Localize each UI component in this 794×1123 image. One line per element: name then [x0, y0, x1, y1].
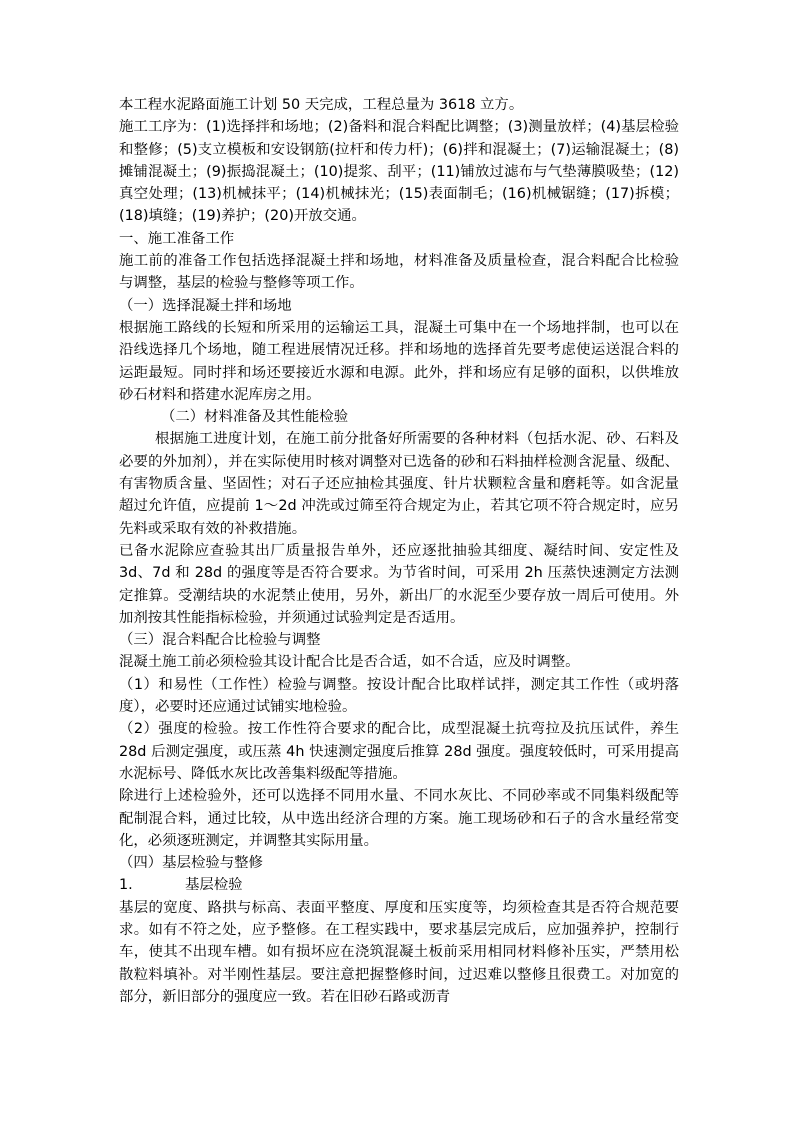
document-page — [119, 94, 679, 1008]
subsection-heading-3: （三）混合料配合比检验与调整 — [119, 632, 321, 649]
paragraph-procedure: 施工工序为：(1)选择拌和场地；(2)备料和混合料配比调整；(3)测量放样；(4)基层检验和整修；(5)支立模板和安设钢筋(拉杆和传力杆)；(6)拌和混凝土；(7)运输混凝土；(8)摊铺混凝土；(9)振捣混凝土；(10)提浆、刮平；(11)铺放过滤布与气垫薄膜吸垫；(12)真空处理；(13)机械抹平；(14)机械抹光；(15)表面制毛；(16)机械锯缝；(17)拆模；(18)填缝；(19)养护；(20)开放交通。 — [119, 119, 679, 225]
subsection-heading-1: （一）选择混凝土拌和场地 — [119, 297, 292, 314]
subsection-heading-4: （四）基层检验与整修 — [119, 855, 263, 872]
heading-text: 基层检验 — [185, 877, 243, 894]
paragraph-workability: （1）和易性（工作性）检验与调整。按设计配合比取样试拌，测定其工作性（或坍落度），必要时还应通过试铺实地检验。 — [119, 676, 679, 716]
paragraph-strength: （2）强度的检验。按工作性符合要求的配合比，成型混凝土抗弯拉及抗压试件，养生 28d 后测定强度，或压蒸 4h 快速测定强度后推算 28d 强度。强度较低时，可采用提高水泥标号、降低水灰比改善集料级配等措施。 — [119, 721, 679, 782]
paragraph-base-check: 基层的宽度、路拱与标高、表面平整度、厚度和压实度等，均须检查其是否符合规范要求。如有不符之处，应予整修。在工程实践中，要求基层完成后，应加强养护，控制行车，使其不出现车槽。如有损坏应在浇筑混凝土板前采用相同材料修补压实，严禁用松散粒料填补。对半刚性基层。要注意把握整修时间，过迟难以整修且很费工。对加宽的部分，新旧部分的强度应一致。若在旧砂石路或沥青 — [119, 899, 679, 1005]
heading-number: 1. — [119, 877, 133, 894]
paragraph-mix-check: 混凝土施工前必须检验其设计配合比是否合适，如不合适，应及时调整。 — [119, 654, 580, 671]
paragraph-cement: 已备水泥除应查验其出厂质量报告单外，还应逐批抽验其细度、凝结时间、安定性及 3d、7d 和 28d 的强度等是否符合要求。为节省时间，可采用 2h 压蒸快速测定方法测定推算。受潮结块的水泥禁止使用，另外，新出厂的水泥至少要存放一周后可使用。外加剂按其性能指标检验，并须通过试验判定是否适用。 — [119, 542, 679, 626]
paragraph-preparation: 施工前的准备工作包括选择混凝土拌和场地，材料准备及质量检查，混合料配合比检验与调整，基层的检验与整修等项工作。 — [119, 253, 679, 292]
numbered-heading — [119, 874, 679, 896]
paragraph-site-selection: 根据施工路线的长短和所采用的运输运工具，混凝土可集中在一个场地拌制，也可以在沿线选择几个场地，随工程进展情况迁移。拌和场地的选择首先要考虑使运送混合料的运距最短。同时拌和场还要接近水源和电源。此外，拌和场应有足够的面积，以供堆放砂石材料和搭建水泥库房之用。 — [119, 319, 679, 403]
paragraph-intro: 本工程水泥路面施工计划 50 天完成，工程总量为 3618 立方。 — [119, 97, 524, 113]
section-heading-preparation: 一、施工准备工作 — [119, 230, 235, 247]
paragraph-materials: 根据施工进度计划，在施工前分批备好所需要的各种材料（包括水泥、砂、石料及必要的外加剂），并在实际使用时核对调整对已选备的砂和石料抽样检测含泥量、级配、有害物质含量、坚固性；对石子还应抽检其强度、针片状颗粒含量和磨耗等。如含泥量超过允许值，应提前 1～2d 冲洗或过筛至符合规定为止，若其它项不符合规定时，应另先料或采取有效的补救措施。 — [119, 431, 679, 537]
paragraph-alternatives: 除进行上述检验外，还可以选择不同用水量、不同水灰比、不同砂率或不同集料级配等配制混合料，通过比较，从中选出经济合理的方案。施工现场砂和石子的含水量经常变化，必须逐班测定，并调整其实际用量。 — [119, 788, 679, 849]
subsection-heading-2: （二）材料准备及其性能检验 — [161, 409, 349, 426]
